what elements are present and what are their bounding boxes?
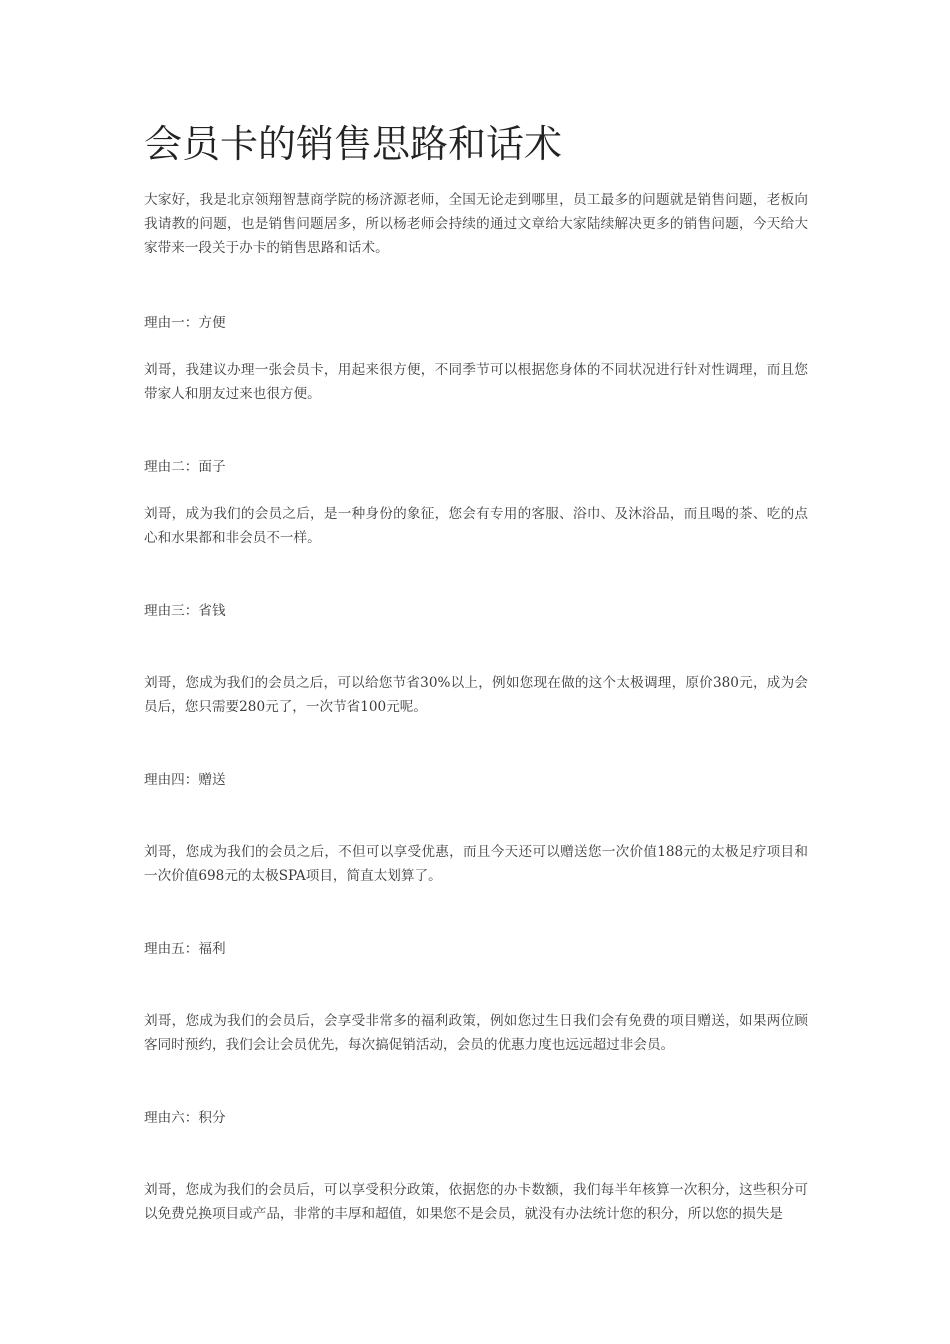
section-body-6: 刘哥，您成为我们的会员后，可以享受积分政策，依据您的办卡数额，我们每半年核算一次积分，这些积分可以免费兑换项目或产品，非常的丰厚和超值，如果您不是会员，就没有办法统计您的积分，所以您的损失是 (144, 1182, 808, 1222)
section-heading-6: 理由六：积分 (144, 1110, 226, 1126)
section-heading-3: 理由三：省钱 (144, 603, 226, 619)
section-heading-4: 理由四：赠送 (144, 772, 226, 788)
section-heading-2: 理由二：面子 (144, 459, 226, 475)
page-title: 会员卡的销售思路和话术 (144, 122, 563, 166)
section-heading-5: 理由五：福利 (144, 941, 226, 957)
section-body-2: 刘哥，成为我们的会员之后，是一种身份的象征，您会有专用的客服、浴巾、及沐浴品，而且喝的茶、吃的点心和水果都和非会员不一样。 (144, 506, 808, 546)
section-body-3: 刘哥，您成为我们的会员之后，可以给您节省30%以上，例如您现在做的这个太极调理，原价380元，成为会员后，您只需要280元了，一次节省100元呢。 (144, 675, 808, 715)
section-heading-1: 理由一：方便 (144, 315, 226, 331)
intro-paragraph: 大家好，我是北京领翔智慧商学院的杨济源老师，全国无论走到哪里，员工最多的问题就是销售问题，老板向我请教的问题，也是销售问题居多，所以杨老师会持续的通过文章给大家陆续解决更多的销售问题，今天给大家带来一段关于办卡的销售思路和话术。 (144, 192, 808, 256)
section-body-1: 刘哥，我建议办理一张会员卡，用起来很方便，不同季节可以根据您身体的不同状况进行针对性调理，而且您带家人和朋友过来也很方便。 (144, 362, 808, 402)
section-body-4: 刘哥，您成为我们的会员之后，不但可以享受优惠，而且今天还可以赠送您一次价值188元的太极足疗项目和一次价值698元的太极SPA项目，简直太划算了。 (144, 844, 808, 884)
section-body-5: 刘哥，您成为我们的会员后，会享受非常多的福利政策，例如您过生日我们会有免费的项目赠送，如果两位顾客同时预约，我们会让会员优先，每次搞促销活动，会员的优惠力度也远远超过非会员。 (144, 1013, 808, 1053)
